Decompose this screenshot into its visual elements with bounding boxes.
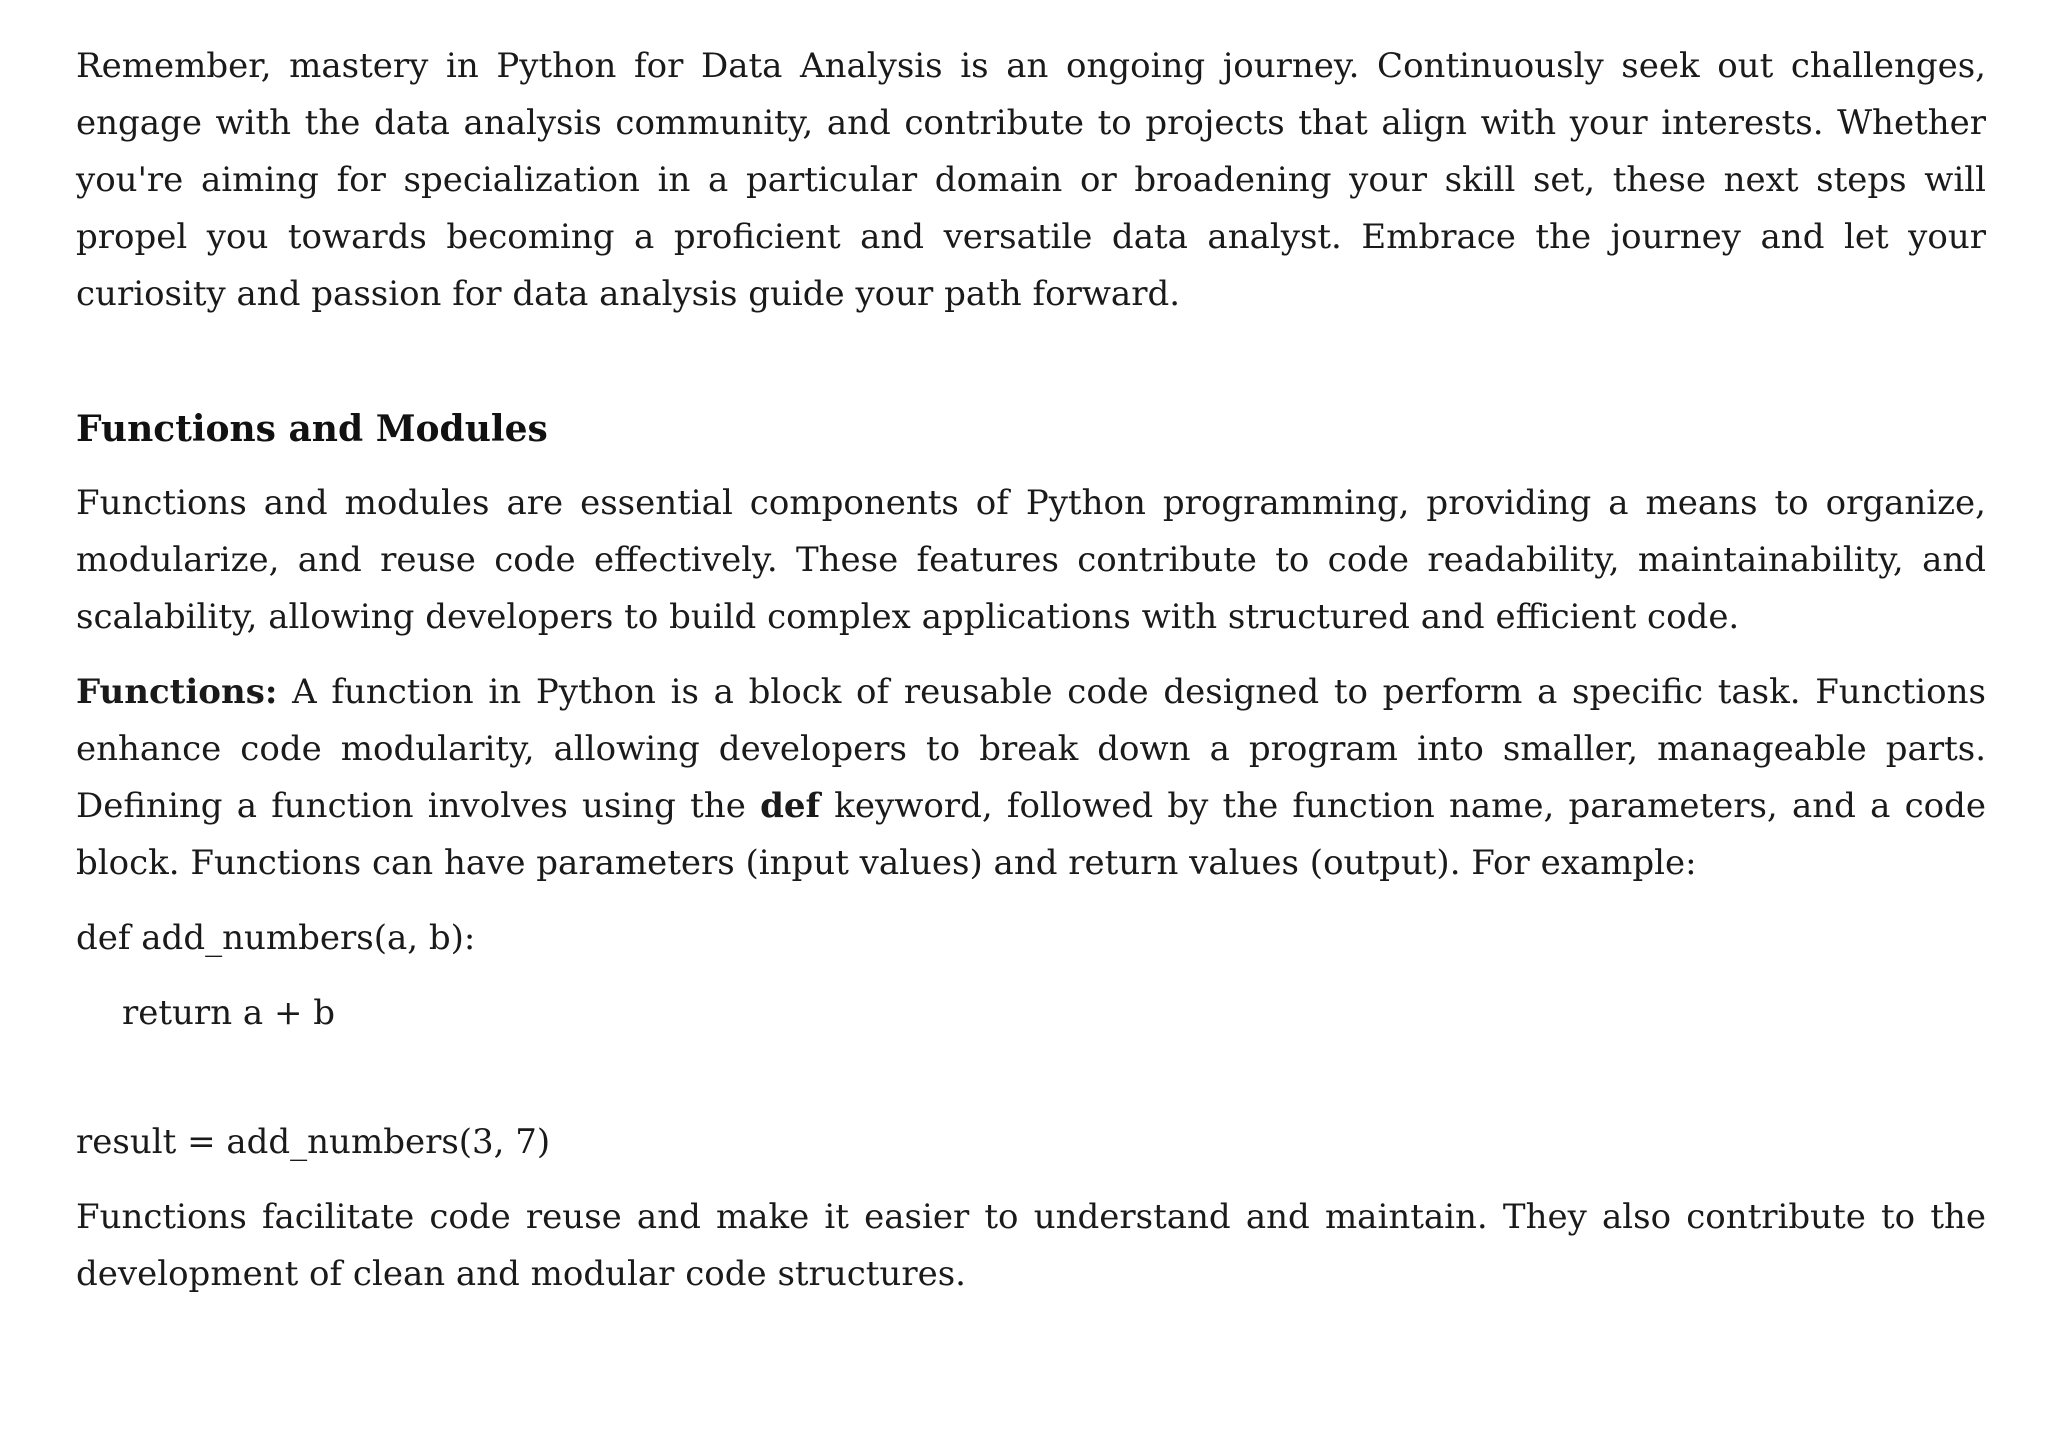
functions-text-after-keyword: keyword, followed by the function name, parameters, and a code block. Functions can have parameters (input values) and return values (output). For example: [76, 786, 1986, 883]
section-heading: Functions and Modules [76, 408, 548, 450]
code-line-result: result = add_numbers(3, 7) [76, 1122, 551, 1162]
functions-text-before-keyword: A function in Python is a block of reusable code designed to perform a specific task. Functions enhance code modularity, allowing developers to break down a program into smaller, manageable parts. Defining a function involves using the [76, 672, 1986, 826]
code-line-def: def add_numbers(a, b): [76, 918, 476, 958]
document-page [76, 38, 1986, 1303]
code-line-return: return a + b [122, 993, 336, 1033]
modules-intro-paragraph: Functions and modules are essential components of Python programming, providing a means to organize, modularize, and reuse code effectively. These features contribute to code readability, maintainability, and scalability, allowing developers to build complex applications with structured and efficient code. [76, 483, 1986, 637]
closing-paragraph: Functions facilitate code reuse and make it easier to understand and maintain. They also contribute to the development of clean and modular code structures. [76, 1197, 1986, 1294]
code-blank-line [76, 1042, 1986, 1114]
functions-paragraph [76, 664, 1986, 892]
def-keyword: def [760, 786, 821, 826]
functions-lead: Functions: [76, 672, 278, 712]
intro-paragraph: Remember, mastery in Python for Data Analysis is an ongoing journey. Continuously seek out challenges, engage with the data analysis community, and contribute to projects that align with your interests. Whether you're aiming for specialization in a particular domain or broadening your skill set, these next steps will propel you towards becoming a proficient and versatile data analyst. Embrace the journey and let your curiosity and passion for data analysis guide your path forward. [76, 46, 1986, 314]
